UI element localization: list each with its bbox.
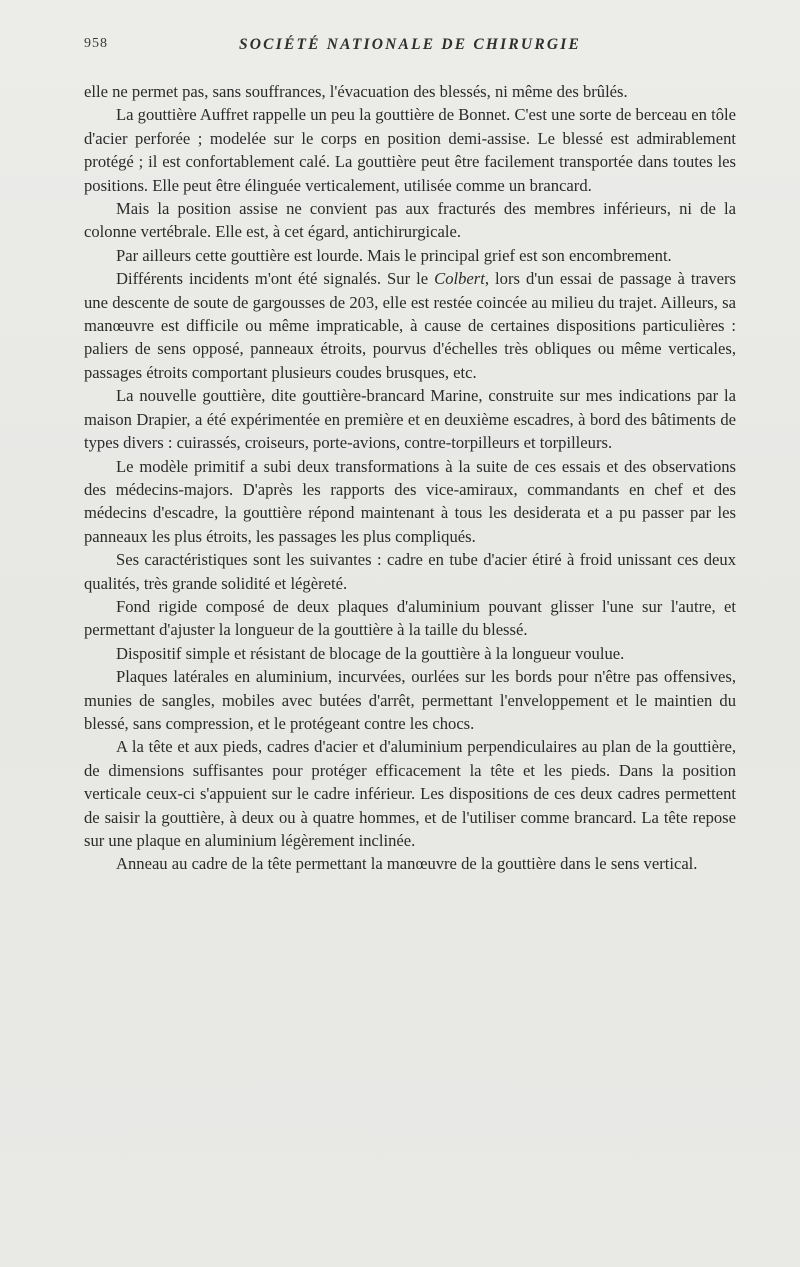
paragraph-4: Par ailleurs cette gouttière est lourde. Mais le principal grief est son encombrement. [116, 245, 672, 265]
paragraph-7: Le modèle primitif a subi deux transformations à la suite de ces essais et des observations des médecins-majors. D'après les rapports des vice-amiraux, commandants en chef et des médecins d'escadre, la gouttière répond maintenant à tous les desiderata et a pu passer par les panneaux les plus étroits, les passages les plus compliqués. [84, 456, 736, 546]
running-head [84, 36, 736, 58]
paragraph-12: A la tête et aux pieds, cadres d'acier et d'aluminium perpendiculaires au plan de la gouttière, de dimensions suffisantes pour protéger efficacement la tête et les pieds. Dans la position verticale ceux-ci s'appuient sur le cadre inférieur. Les dispositions de ces deux cadres permettent de saisir la gouttière, à deux ou à quatre hommes, et de l'utiliser comme brancard. La tête repose sur une plaque en aluminium légèrement inclinée. [84, 737, 736, 850]
paragraph-13: Anneau au cadre de la tête permettant la manœuvre de la gouttière dans le sens vertical. [116, 854, 698, 874]
paragraph-9: Fond rigide composé de deux plaques d'aluminium pouvant glisser l'une sur l'autre, et permettant d'ajuster la longueur de la gouttière à la taille du blessé. [84, 596, 736, 640]
paragraph-2: La gouttière Auffret rappelle un peu la gouttière de Bonnet. C'est une sorte de berceau en tôle d'acier perforée ; modelée sur le corps en position demi-assise. Le blessé est admirablement protégé ; il est confortablement calé. La gouttière peut être facilement transportée dans toutes les positions. Elle peut être élinguée verticalement, utilisée comme un brancard. [84, 105, 736, 195]
paragraph-10: Dispositif simple et résistant de blocage de la gouttière à la longueur voulue. [116, 643, 625, 663]
paragraph-5 [84, 267, 736, 384]
paragraph-11: Plaques latérales en aluminium, incurvées, ourlées sur les bords pour n'être pas offensives, munies de sangles, mobiles avec butées d'arrêt, permettant l'enveloppement et le maintien du blessé, sans compression, et le protégeant contre les chocs. [84, 667, 736, 733]
paragraph-3: Mais la position assise ne convient pas aux fracturés des membres inférieurs, ni de la colonne vertébrale. Elle est, à cet égard, antichirurgicale. [84, 199, 736, 242]
paragraph-5-text-before: Différents incidents m'ont été signalés. Sur le [116, 269, 435, 289]
page-number: 958 [84, 36, 108, 51]
ship-name-colbert: Colbert [434, 269, 485, 289]
paragraph-5-text-after: , lors d'un essai de passage à travers une descente de soute de gargousses de 203, elle est restée coincée au milieu du trajet. Ailleurs, sa manœuvre est difficile ou même impraticable, à cause de certaines dispositions particulières : paliers de sens opposé, panneaux étroits, pourvus d'échelles très obliques ou même verticales, passages étroits comportant plusieurs coudes brusques, etc. [84, 269, 736, 382]
article-body [84, 80, 736, 876]
paragraph-1: elle ne permet pas, sans souffrances, l'évacuation des blessés, ni même des brûlés. [84, 82, 628, 101]
paragraph-8: Ses caractéristiques sont les suivantes : cadre en tube d'acier étiré à froid unissant ces deux qualités, très grande solidité et légèreté. [84, 550, 736, 593]
journal-title: SOCIÉTÉ NATIONALE DE CHIRURGIE [238, 36, 582, 53]
paragraph-6: La nouvelle gouttière, dite gouttière-brancard Marine, construite sur mes indications par la maison Drapier, a été expérimentée en première et en deuxième escadres, à bord des bâtiments de types divers : cuirassés, croiseurs, porte-avions, contre-torpilleurs et torpilleurs. [84, 386, 736, 453]
